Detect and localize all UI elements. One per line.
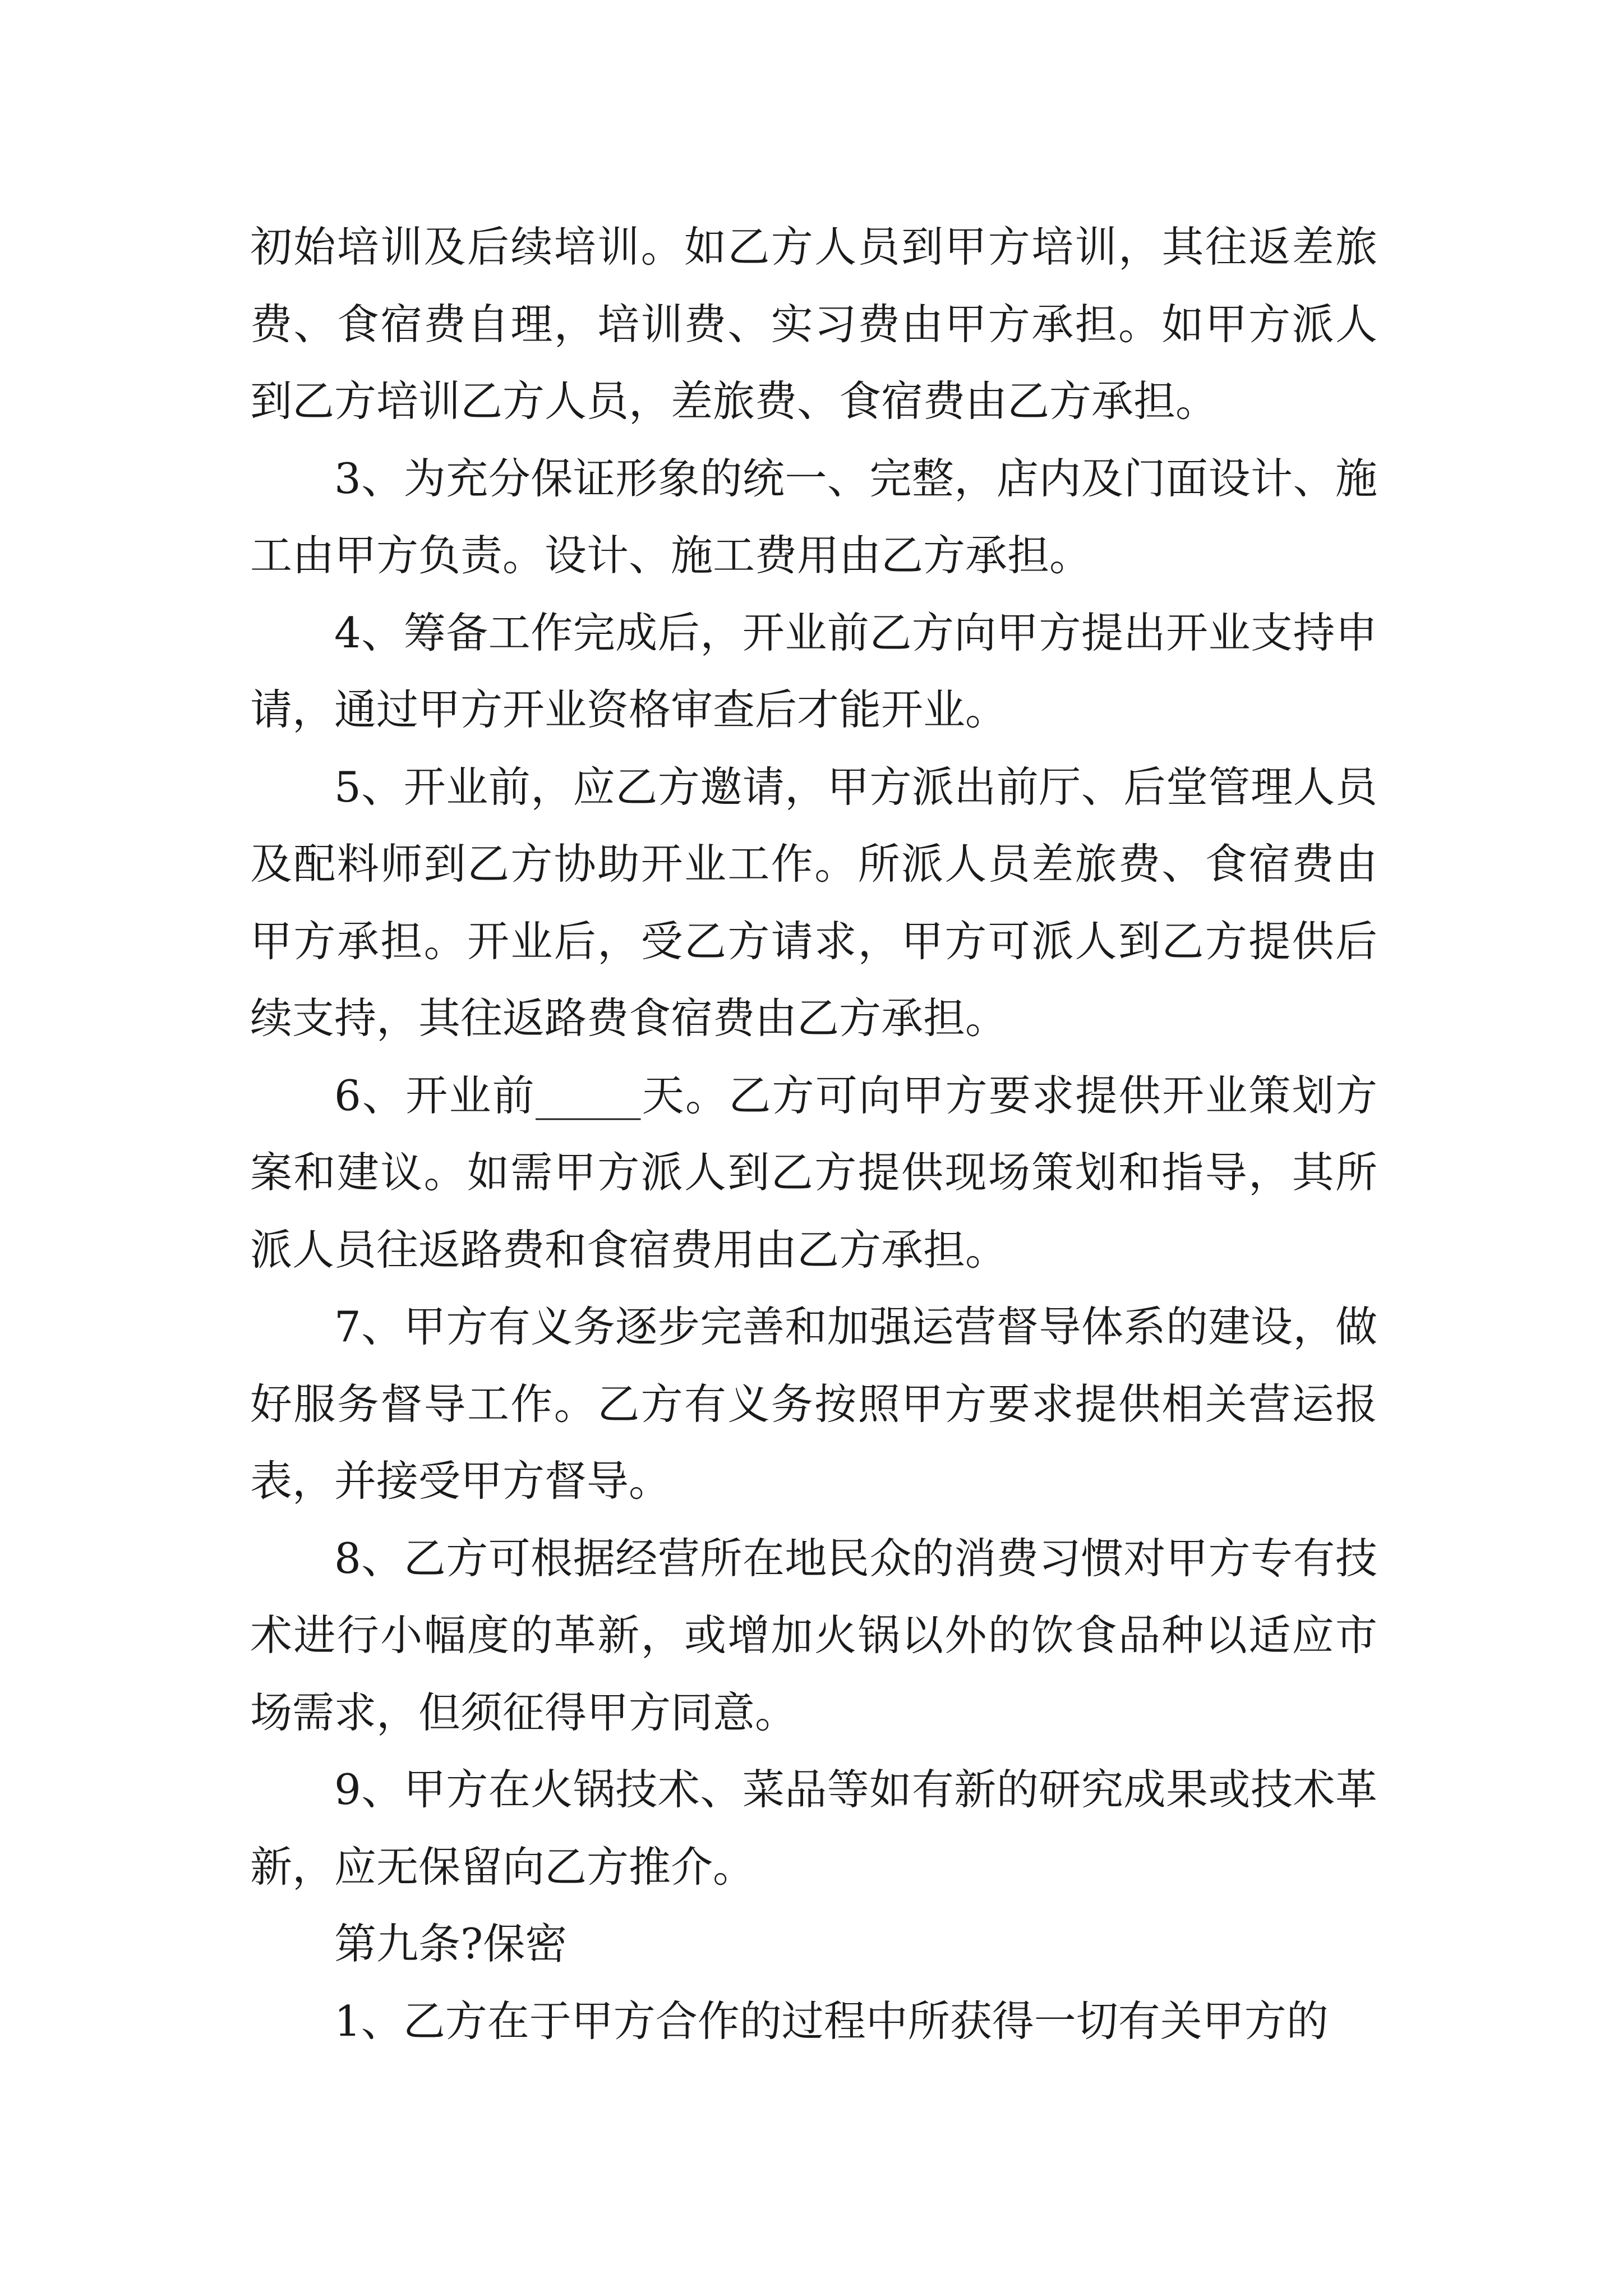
- paragraph-clause-3: 3、为充分保证形象的统一、完整，店内及门面设计、施工由甲方负责。设计、施工费用由乙方承担。: [250, 453, 1377, 580]
- paragraph-clause-5: 5、开业前，应乙方邀请，甲方派出前厅、后堂管理人员及配料师到乙方协助开业工作。所派人员差旅费、食宿费由甲方承担。开业后，受乙方请求，甲方可派人到乙方提供后续支持，其往返路费食宿费由乙方承担。: [250, 762, 1377, 1043]
- paragraph-clause-4: 4、筹备工作完成后，开业前乙方向甲方提出开业支持申请，通过甲方开业资格审查后才能开业。: [250, 608, 1377, 734]
- paragraph-clause-7: 7、甲方有义务逐步完善和加强运营督导体系的建设，做好服务督导工作。乙方有义务按照甲方要求提供相关营运报表，并接受甲方督导。: [250, 1302, 1377, 1506]
- paragraph-clause-9: 9、甲方在火锅技术、菜品等如有新的研究成果或技术革新，应无保留向乙方推介。: [250, 1765, 1377, 1892]
- paragraph-clause-8: 8、乙方可根据经营所在地民众的消费习惯对甲方专有技术进行小幅度的革新，或增加火锅以外的饮食品种以适应市场需求，但须征得甲方同意。: [250, 1533, 1377, 1737]
- paragraph-confidentiality-1: 1、乙方在于甲方合作的过程中所获得一切有关甲方的: [334, 1996, 1329, 2046]
- section-heading-confidentiality: 第九条?保密: [334, 1919, 568, 1968]
- paragraph-training-continued: 初始培训及后续培训。如乙方人员到甲方培训，其往返差旅费、食宿费自理，培训费、实习费由甲方承担。如甲方派人到乙方培训乙方人员，差旅费、食宿费由乙方承担。: [250, 222, 1377, 426]
- paragraph-clause-6: 6、开业前_____天。乙方可向甲方要求提供开业策划方案和建议。如需甲方派人到乙方提供现场策划和指导，其所派人员往返路费和食宿费用由乙方承担。: [250, 1070, 1377, 1274]
- document-body: [250, 209, 1377, 2060]
